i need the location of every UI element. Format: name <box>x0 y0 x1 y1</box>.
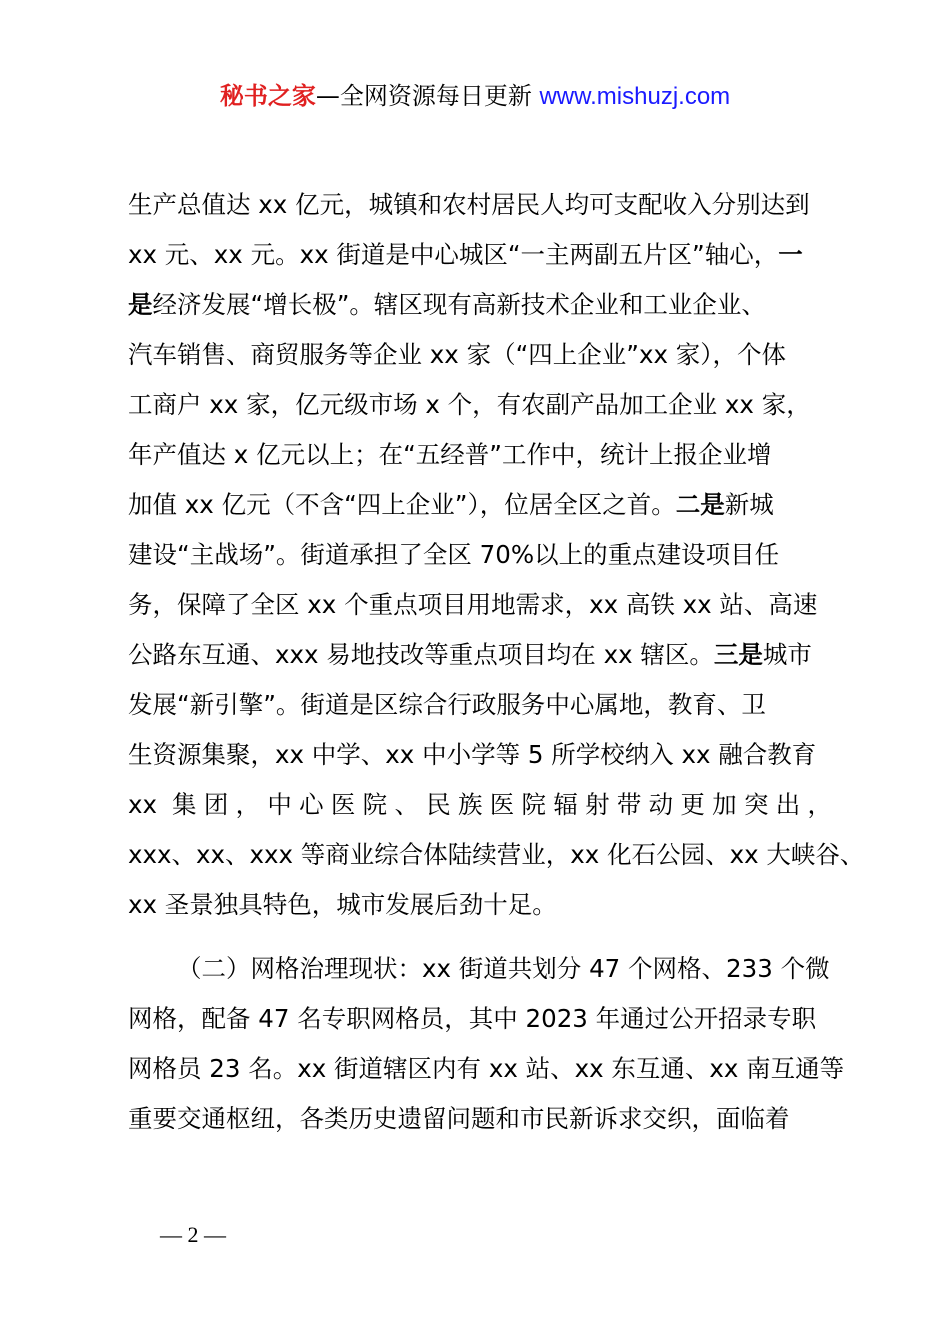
text-line: 汽车销售、商贸服务等企业 xx 家（“四上企业”xx 家），个体 <box>128 340 786 369</box>
text-line: 网格员 23 名。xx 街道辖区内有 xx 站、xx 东互通、xx 南互通等 <box>128 1054 845 1083</box>
text-line: 网格，配备 47 名专职网格员，其中 2023 年通过公开招录专职 <box>128 1004 817 1033</box>
text-line: 发展“新引擎”。街道是区综合行政服务中心属地，教育、卫 <box>128 690 766 719</box>
page-number: — 2 — <box>160 1222 226 1247</box>
text-line: 年产值达 x 亿元以上；在“五经普”工作中，统计上报企业增 <box>128 440 772 469</box>
text-line: （二）网格治理现状：xx 街道共划分 47 个网格、233 个微 <box>177 954 830 983</box>
text-line <box>128 280 832 330</box>
brand-name: 秘书之家 <box>219 82 316 110</box>
header-tagline: —全网资源每日更新 <box>315 82 532 110</box>
text-line: xx 集团，中心医院、民族医院辐射带动更加突出， <box>128 790 832 819</box>
text-line: 建设“主战场”。街道承担了全区 70%以上的重点建设项目任 <box>128 540 780 569</box>
document-body <box>128 180 865 1144</box>
text-line: 重要交通枢纽，各类历史遗留问题和市民新诉求交织，面临着 <box>128 1104 790 1133</box>
bold-marker: 三是 <box>713 640 763 669</box>
text-segment: 加值 xx 亿元（不含“四上企业”），位居全区之首。 <box>128 490 676 519</box>
text-segment: xx 元、xx 元。xx 街道是中心城区“一主两副五片区”轴心， <box>128 240 779 269</box>
text-line <box>128 630 832 680</box>
text-segment: 城市 <box>762 640 812 669</box>
site-url-link[interactable]: www.mishuzj.com <box>539 83 731 110</box>
site-header <box>0 78 950 115</box>
text-segment: 经济发展“增长极”。辖区现有高新技术企业和工业企业、 <box>152 290 766 319</box>
text-segment: 新城 <box>724 490 774 519</box>
text-line: 工商户 xx 家，亿元级市场 x 个，有农副产品加工企业 xx 家， <box>128 390 811 419</box>
text-line: 务，保障了全区 xx 个重点项目用地需求，xx 高铁 xx 站、高速 <box>128 590 818 619</box>
text-line: 生产总值达 xx 亿元，城镇和农村居民人均可支配收入分别达到 <box>128 190 810 219</box>
paragraph-grid-governance <box>128 944 845 1144</box>
bold-marker: 二是 <box>675 490 725 519</box>
text-line <box>128 480 832 530</box>
bold-marker: 是 <box>128 290 153 319</box>
text-segment: 公路东互通、xxx 易地技改等重点项目均在 xx 辖区。 <box>128 640 714 669</box>
bold-marker: 一 <box>778 240 803 269</box>
paragraph-economy <box>128 180 865 930</box>
text-line: 生资源集聚，xx 中学、xx 中小学等 5 所学校纳入 xx 融合教育 <box>128 740 817 769</box>
text-line <box>128 230 832 280</box>
text-line: xxx、xx、xxx 等商业综合体陆续营业，xx 化石公园、xx 大峡谷、 <box>128 840 865 869</box>
text-line: xx 圣景独具特色，城市发展后劲十足。 <box>128 890 557 919</box>
paragraph-gap <box>128 930 832 944</box>
